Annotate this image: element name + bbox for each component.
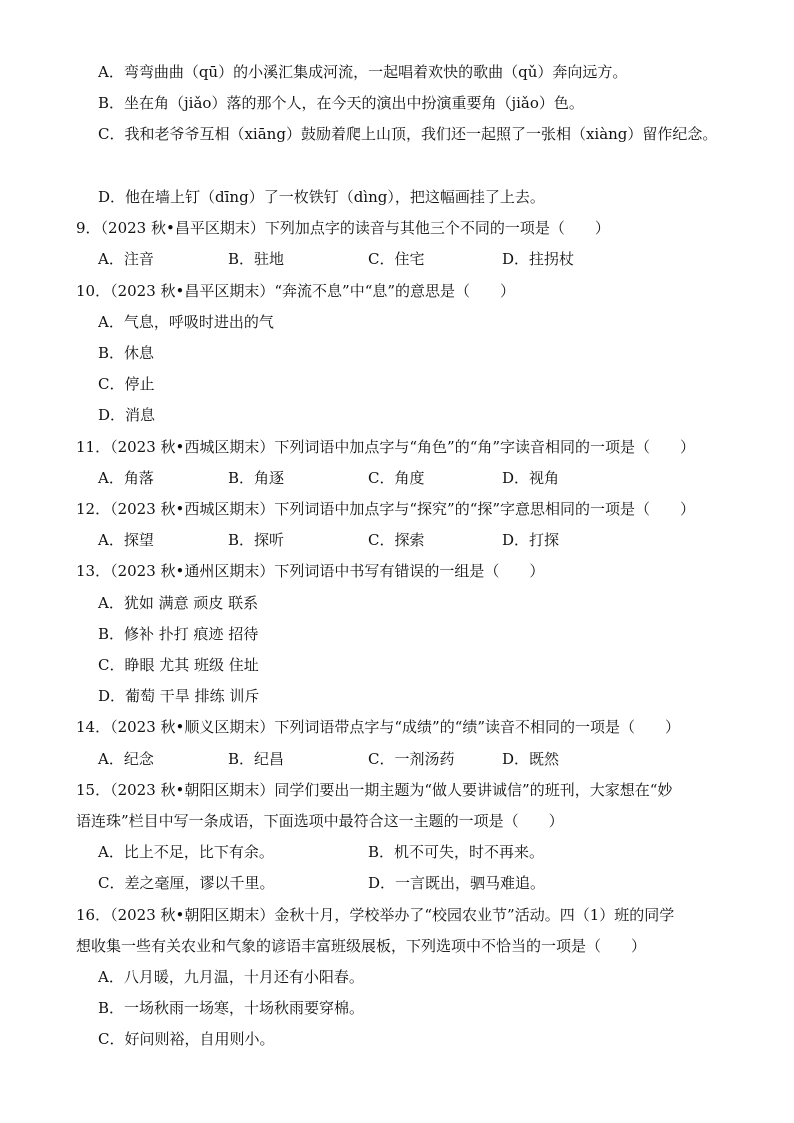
q13-option-b: B．修补 扑打 痕迹 招待 xyxy=(98,625,259,643)
q9-stem: 9．（2023 秋•昌平区期末）下列加点字的读音与其他三个不同的一项是（ ） xyxy=(76,219,610,237)
q10-option-a: A．气息，呼吸时进出的气 xyxy=(98,313,274,331)
q13-option-c: C．睁眼 尤其 班级 住址 xyxy=(98,656,259,674)
q12-option-b: B．探听 xyxy=(228,531,285,549)
q16-option-c: C．好问则裕，自用则小。 xyxy=(98,1030,275,1048)
q16-stem-line1: 16．（2023 秋•朝阳区期末）金秋十月，学校举办了“校园农业节”活动。四（1）班的同学 xyxy=(76,906,675,924)
q14-option-c: C．一剂汤药 xyxy=(368,750,455,768)
q9-option-d: D．拄拐杖 xyxy=(502,250,575,268)
q13-option-d: D．葡萄 干旱 排练 训斥 xyxy=(98,687,260,705)
q14-option-a: A．纪念 xyxy=(98,750,154,768)
q15-option-b: B．机不可失，时不再来。 xyxy=(368,843,545,861)
q13-stem: 13．（2023 秋•通州区期末）下列词语中书写有错误的一组是（ ） xyxy=(76,562,545,580)
q10-option-d: D．消息 xyxy=(98,406,156,424)
q11-option-c: C．角度 xyxy=(368,469,425,487)
q8-option-c: C．我和老爷爷互相（xiāng）鼓励着爬上山顶，我们还一起照了一张相（xiàng）留作纪念。 xyxy=(98,125,718,143)
q12-option-a: A．探望 xyxy=(98,531,154,549)
q9-option-c: C．住宅 xyxy=(368,250,425,268)
q11-stem: 11．（2023 秋•西城区期末）下列词语中加点字与“角色”的“角”字读音相同的一项是（ ） xyxy=(76,438,696,456)
q15-stem-line2: 语连珠”栏目中写一条成语，下面选项中最符合这一主题的一项是（ ） xyxy=(76,812,564,830)
q8-option-a: A．弯弯曲曲（qū）的小溪汇集成河流，一起唱着欢快的歌曲（qǔ）奔向远方。 xyxy=(98,63,628,81)
q12-option-d: D．打探 xyxy=(502,531,560,549)
q10-option-c: C．停止 xyxy=(98,375,155,393)
q15-stem-line1: 15．（2023 秋•朝阳区期末）同学们要出一期主题为“做人要讲诚信”的班刊，大家想在“妙 xyxy=(76,781,673,799)
q15-option-d: D．一言既出，驷马难追。 xyxy=(368,874,546,892)
q16-stem-line2: 想收集一些有关农业和气象的谚语丰富班级展板，下列选项中不恰当的一项是（ ） xyxy=(76,937,647,955)
q14-stem: 14．（2023 秋•顺义区期末）下列词语带点字与“成绩”的“绩”读音不相同的一项是（ ） xyxy=(76,718,681,736)
q12-option-c: C．探索 xyxy=(368,531,425,549)
q8-option-b: B．坐在角（jiǎo）落的那个人，在今天的演出中扮演重要角（jiǎo）色。 xyxy=(98,94,584,112)
q11-option-a: A．角落 xyxy=(98,469,154,487)
q11-option-b: B．角逐 xyxy=(228,469,285,487)
q9-option-b: B．驻地 xyxy=(228,250,285,268)
q14-option-d: D．既然 xyxy=(502,750,560,768)
q13-option-a: A．犹如 满意 顽皮 联系 xyxy=(98,594,259,612)
q15-option-c: C．差之毫厘，谬以千里。 xyxy=(98,874,275,892)
q16-option-a: A．八月暖，九月温，十月还有小阳春。 xyxy=(98,968,364,986)
q12-stem: 12．（2023 秋•西城区期末）下列词语中加点字与“探究”的“探”字意思相同的一项是（ ） xyxy=(76,500,696,518)
q8-option-d: D．他在墙上钉（dīng）了一枚铁钉（dìng），把这幅画挂了上去。 xyxy=(98,188,545,206)
q10-option-b: B．休息 xyxy=(98,344,155,362)
q15-option-a: A．比上不足，比下有余。 xyxy=(98,843,274,861)
q9-option-a: A．注音 xyxy=(98,250,154,268)
q16-option-b: B．一场秋雨一场寒，十场秋雨要穿棉。 xyxy=(98,999,365,1017)
q10-stem: 10．（2023 秋•昌平区期末）“奔流不息”中“息”的意思是（ ） xyxy=(76,282,516,300)
q14-option-b: B．纪昌 xyxy=(228,750,285,768)
q11-option-d: D．视角 xyxy=(502,469,560,487)
